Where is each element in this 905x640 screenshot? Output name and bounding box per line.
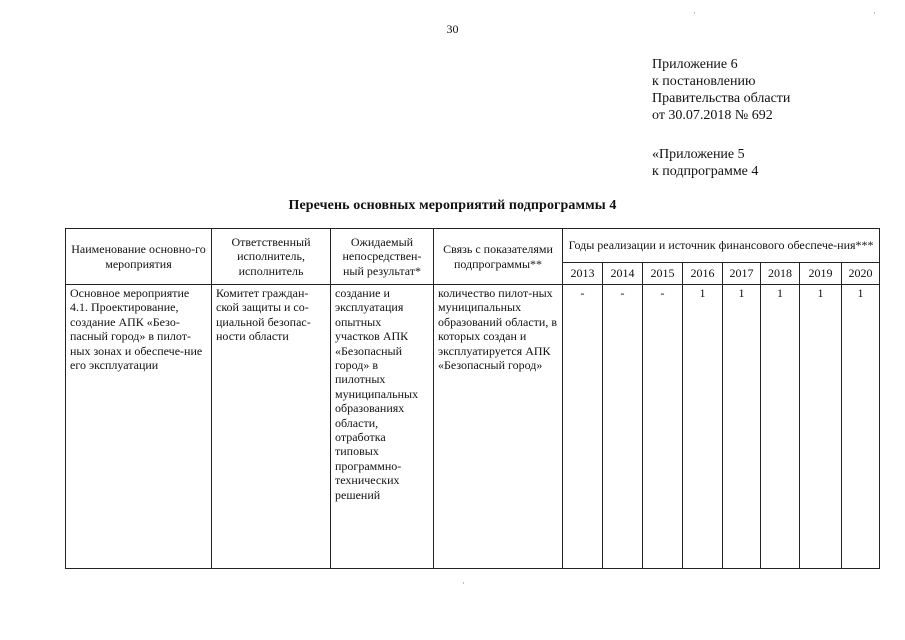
appendix-prev-line: «Приложение 5 — [652, 147, 745, 162]
header-year: 2016 — [683, 263, 723, 285]
cell-responsible: Комитет граждан-ской защиты и со-циальной безопас-ности области — [212, 285, 331, 569]
scan-speck: · — [873, 8, 876, 18]
header-name: Наименование основно-го мероприятия — [66, 229, 212, 285]
scan-speck: · — [693, 8, 696, 18]
appendix-prev-block — [652, 146, 758, 180]
cell-result: создание и эксплуатация опытных участков АПК «Безопасный город» в пилотных муниципальных образованиях области, отработка типовых программно-технических решений — [331, 285, 434, 569]
table-row — [66, 285, 880, 569]
scan-speck: · — [462, 578, 465, 588]
appendix-line: Правительства области — [652, 91, 791, 106]
appendix-line: к постановлению — [652, 74, 756, 89]
appendix-line: от 30.07.2018 № 692 — [652, 108, 773, 123]
appendix-prev-line: к подпрограмме 4 — [652, 164, 759, 179]
document-title: Перечень основных мероприятий подпрограммы 4 — [288, 198, 617, 213]
cell-year-value: 1 — [800, 285, 842, 569]
header-year: 2015 — [643, 263, 683, 285]
header-year: 2018 — [761, 263, 800, 285]
header-year: 2020 — [842, 263, 880, 285]
cell-name: Основное мероприятие 4.1. Проектирование, создание АПК «Безо-пасный город» в пилот-ных зонах и обеспече-ние его эксплуатации — [66, 285, 212, 569]
cell-link: количество пилот-ных муниципальных образований области, в которых создан и эксплуатируется АПК «Безопасный город» — [434, 285, 563, 569]
header-year: 2017 — [723, 263, 761, 285]
page-number: 30 — [446, 22, 459, 36]
cell-year-value: - — [643, 285, 683, 569]
header-link: Связь с показателями подпрограммы** — [434, 229, 563, 285]
header-years-group: Годы реализации и источник финансового обеспече-ния*** — [563, 229, 880, 263]
appendix-block — [652, 56, 790, 124]
appendix-line: Приложение 6 — [652, 57, 738, 72]
header-result: Ожидаемый непосредствен-ный результат* — [331, 229, 434, 285]
cell-year-value: 1 — [683, 285, 723, 569]
header-year: 2019 — [800, 263, 842, 285]
cell-year-value: 1 — [723, 285, 761, 569]
cell-year-value: 1 — [842, 285, 880, 569]
measures-table — [65, 228, 880, 569]
cell-year-value: - — [563, 285, 603, 569]
header-year: 2013 — [563, 263, 603, 285]
header-year: 2014 — [603, 263, 643, 285]
header-responsible: Ответственный исполнитель, исполнитель — [212, 229, 331, 285]
cell-year-value: 1 — [761, 285, 800, 569]
cell-year-value: - — [603, 285, 643, 569]
